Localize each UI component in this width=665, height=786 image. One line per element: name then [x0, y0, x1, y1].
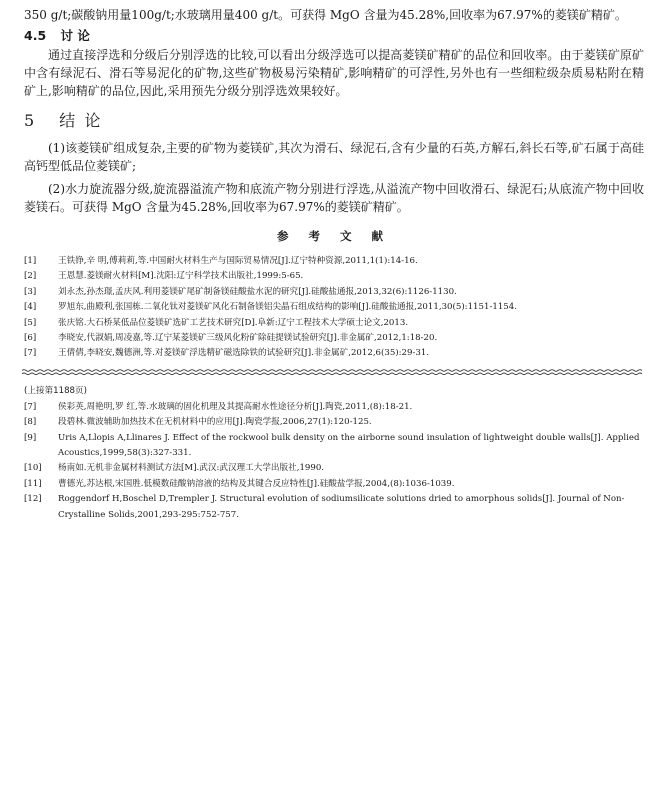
reference-number: [7] [24, 401, 37, 412]
reference-text: 曹德光,苏达根,宋国胜.低模数硅酸钠溶液的结构及其键合反应特性[J].硅酸盐学报,2004,(8):1036-1039. [58, 478, 455, 489]
reference-text: 李晓安,代淑娟,周凌嘉,等.辽宁某菱镁矿三级风化粉矿除硅提镁试验研究[J].非金属矿,2012,1:18-20. [58, 333, 438, 344]
reference-text: 罗旭东,曲殿利,张国栋.二氧化钛对菱镁矿风化石制备镁铝尖晶石组成结构的影响[J].硅酸盐通报,2011,30(5):1151-1154. [58, 302, 517, 313]
top-paragraph: 350 g/t;碳酸钠用量100g/t;水玻璃用量400 g/t。可获得 MgO 含量为45.28%,回收率为67.97%的菱镁矿精矿。 [24, 8, 627, 22]
continued-from-label: (上接第1188页) [24, 385, 87, 396]
reference-item [24, 492, 644, 523]
section-number: 4.5 [24, 28, 47, 43]
reference-text: 侯彩英,周艳明,罗 红,等.水玻璃的固化机理及其提高耐水性途径分析[J].陶瓷,2011,(8):18-21. [58, 401, 413, 412]
reference-number: [11] [24, 478, 42, 489]
reference-number: [8] [24, 417, 37, 428]
section-number: 5 [24, 111, 37, 130]
reference-item [24, 285, 644, 300]
reference-item [24, 254, 644, 269]
reference-text: 王铁铮,辛 明,傅莉莉,等.中国耐火材料生产与国际贸易情况[J].辽宁特种资源,2011,1(1):14-16. [58, 256, 418, 266]
reference-number: [6] [24, 333, 37, 344]
reference-number: [3] [24, 286, 37, 297]
reference-number: [9] [24, 432, 37, 443]
reference-text: Uris A,Llopis A,Llinares J. Effect of the rockwool bulk density on the airborne sound insulation of lightweight double walls[J]. Applied Acoustics,1999,58(3):327-331. [58, 432, 640, 459]
reference-item [24, 461, 644, 476]
reference-text: Roggendorf H,Boschel D,Trempler J. Structural evolution of sodiumsilicate solutions dried to amorphous solids[J]. Journal of Non-Crystalline Solids,2001,293-295:752-757. [58, 494, 625, 520]
reference-number: [5] [24, 317, 37, 328]
reference-text: 段碧林.微波辅助加热技术在无机材料中的应用[J].陶瓷学报,2006,27(1):120-125. [58, 417, 372, 428]
paper-page [24, 6, 644, 523]
reference-item [24, 431, 644, 462]
reference-number: [4] [24, 302, 37, 313]
reference-item [24, 477, 644, 492]
reference-text: 王倩倩,李晓安,魏德洲,等.对菱镁矿浮选精矿磁选除铁的试验研究[J].非金属矿,2012,6(35):29-31. [58, 348, 430, 359]
section-title: 结 论 [59, 111, 103, 130]
reference-item [24, 400, 644, 415]
reference-item [24, 316, 644, 331]
section-heading-4-5 [24, 26, 644, 44]
discussion-paragraph: 通过直接浮选和分级后分别浮选的比较,可以看出分级浮选可以提高菱镁矿精矿的品位和回收率。由于菱镁矿原矿中含有绿泥石、滑石等易泥化的矿物,这些矿物极易污染精矿,影响精矿的可浮性,另外也有一些细粒级杂质易粘附在精矿上,影响精矿的品位,因此,采用预先分级分别浮选效果较好。 [24, 48, 644, 98]
section-title: 讨 论 [60, 28, 90, 43]
reference-item [24, 331, 644, 346]
reference-list [24, 254, 644, 362]
reference-text: 刘永杰,孙杰璟,孟庆风.利用菱镁矿尾矿制备镁硅酸盐水泥的研究[J].硅酸盐通报,2013,32(6):1126-1130. [58, 286, 457, 297]
reference-text: 王恩慧.菱镁耐火材料[M].沈阳:辽宁科学技术出版社,1999:5-65. [58, 271, 304, 282]
reference-item [24, 300, 644, 315]
reference-text: 杨南如.无机非金属材料测试方法[M].武汉:武汉理工大学出版社,1990. [58, 463, 325, 474]
reference-number: [2] [24, 271, 37, 282]
reference-list-continued [24, 400, 644, 523]
wavy-divider [22, 368, 642, 376]
conclusion-item-2: (2)水力旋流器分级,旋流器溢流产物和底流产物分别进行浮选,从溢流产物中回收滑石、绿泥石;从底流产物中回收菱镁石。可获得 MgO 含量为45.28%,回收率为67.97%的菱镁矿精矿。 [24, 182, 644, 214]
conclusion-item-1: (1)该菱镁矿组成复杂,主要的矿物为菱镁矿,其次为滑石、绿泥石,含有少量的石英,方解石,斜长石等,矿石属于高硅高钙型低品位菱镁矿; [24, 141, 644, 173]
reference-item [24, 415, 644, 430]
references-heading: 参 考 文 献 [276, 229, 391, 243]
section-heading-5 [24, 108, 644, 131]
reference-text: 张庆铭.大石桥某低品位菱镁矿选矿工艺技术研究[D].阜新:辽宁工程技术大学硕士论文,2013. [58, 317, 409, 328]
reference-item [24, 269, 644, 284]
reference-number: [7] [24, 348, 37, 359]
reference-item [24, 346, 644, 361]
reference-number: [12] [24, 494, 42, 505]
reference-number: [10] [24, 463, 42, 474]
reference-number: [1] [24, 256, 37, 266]
